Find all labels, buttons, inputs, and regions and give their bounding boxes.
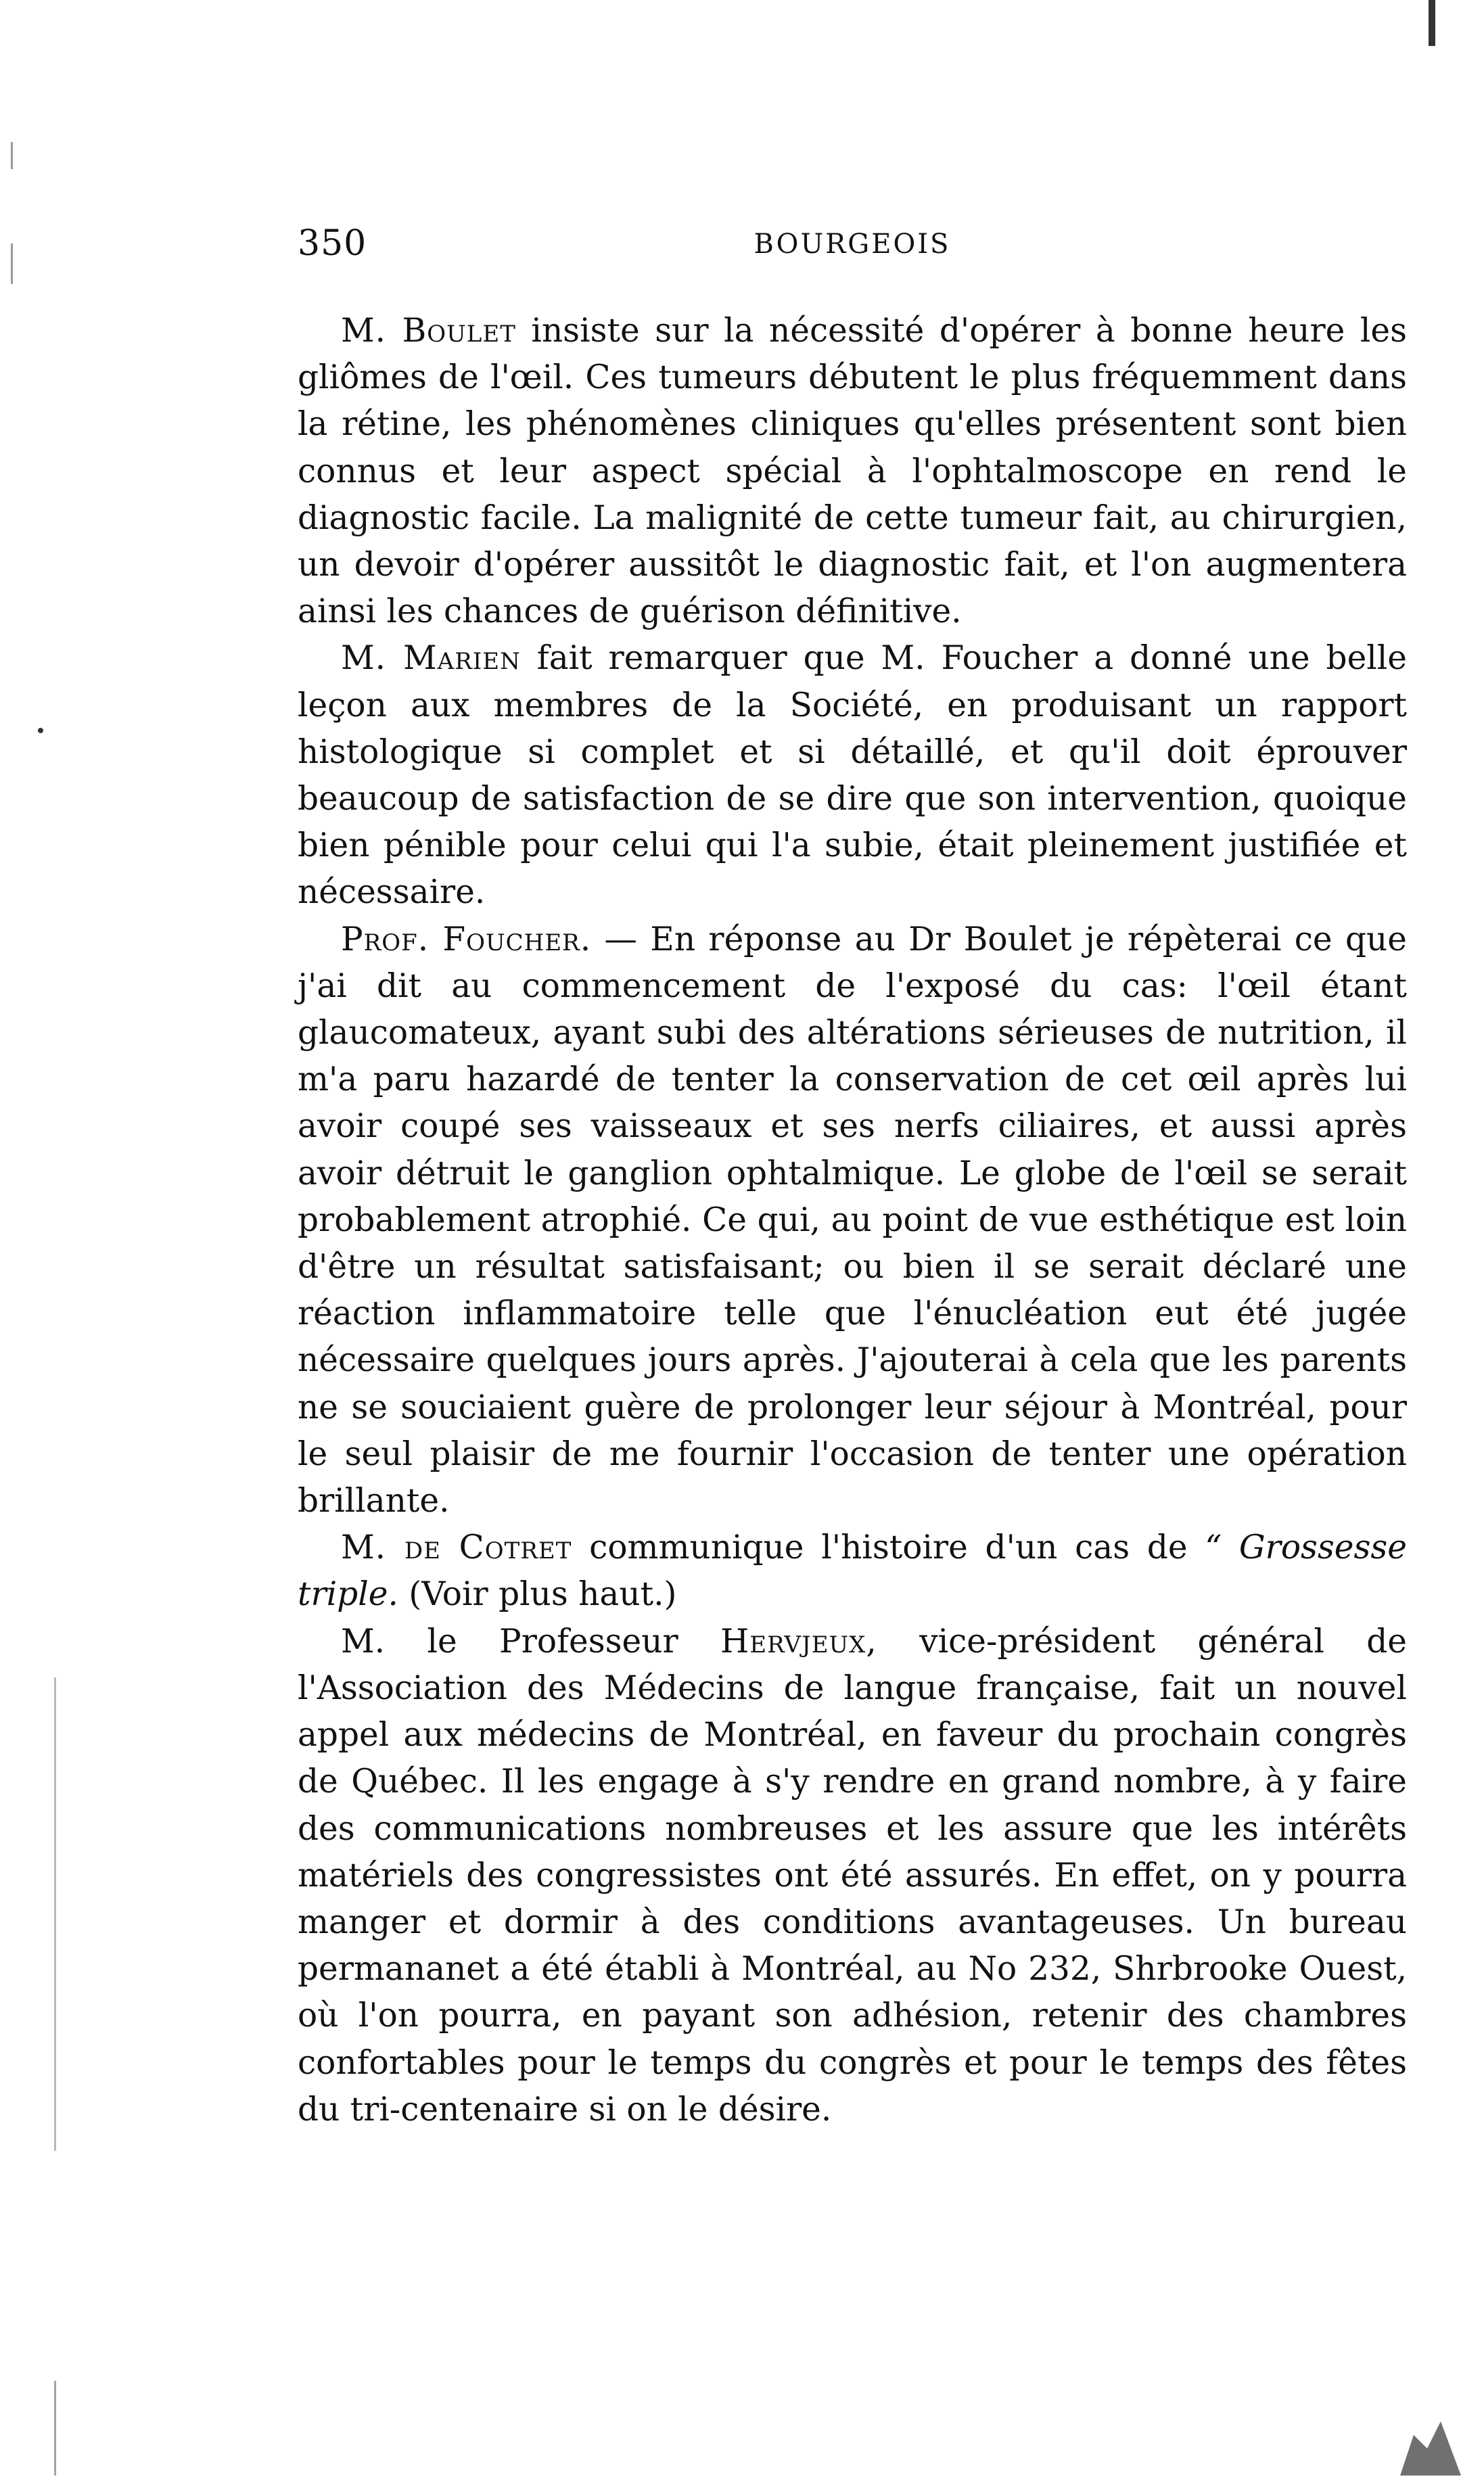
paragraph-text: insiste sur la nécessité d'opérer à bonne heure les gliômes de l'œil. Ces tumeurs débutent le plus fréquemment dans la rétine, les phénomènes cliniques qu'elles présentent sont bien connus et leur aspect spécial à l'ophtalmoscope en rend le diagnostic facile. La malignité de cette tumeur fait, au chirurgien, un devoir d'opérer aussitôt le diagnostic fait, et l'on augmentera ainsi les chances de guérison définitive. (298, 312, 1407, 631)
page-header (298, 223, 1407, 277)
margin-speck (54, 2381, 56, 2476)
running-head: BOURGEOIS (753, 229, 951, 260)
corner-mark (1429, 0, 1435, 46)
paragraph-prefix: M. le Professeur (341, 1622, 721, 1660)
margin-dot (38, 728, 43, 733)
paragraph-de-cotret (298, 1525, 1407, 1618)
speaker-name: Prof. Foucher. (341, 920, 592, 958)
paragraph-text: fait remarquer que M. Foucher a donné une belle leçon aux membres de la Société, en produisant un rapport histologique si complet et si détaillé, et qu'il doit éprouver beaucoup de satisfaction de se dire que son intervention, quoique bien pénible pour celui qui l'a subie, était pleinement justifiée et nécessaire. (298, 639, 1407, 912)
speaker-name: M. Marien (341, 639, 521, 678)
margin-speck (11, 142, 13, 169)
paragraph-text: — En réponse au Dr Boulet je répèterai ce que j'ai dit au commencement de l'exposé du cas: l'œil étant glaucomateux, ayant subi des altérations sérieuses de nutrition, il m'a paru hazardé de tenter la conservation de cet œil après lui avoir coupé ses vaisseaux et ses nerfs ciliaires, et aussi après avoir détruit le ganglion ophtalmique. Le globe de l'œil se serait probablement atrophié. Ce qui, au point de vue esthétique est loin d'être un résultat satisfaisant; ou bien il se serait déclaré une réaction inflammatoire telle que l'énucléation eut été jugée nécessaire quelques jours après. J'ajouterai à cela que les parents ne se souciaient guère de prolonger leur séjour à Montréal, pour le seul plaisir de me fournir l'occasion de tenter une opération brillante. (298, 920, 1407, 1520)
margin-speck (11, 243, 13, 284)
margin-speck (54, 1677, 56, 2151)
paragraph-hervieux (298, 1619, 1407, 2133)
paragraph-marien (298, 635, 1407, 916)
paragraph-text: vice-président général de l'Association des Médecins de langue française, fait un nouvel appel aux médecins de Montréal, en faveur du prochain congrès de Québec. Il les engage à s'y rendre en grand nombre, à y faire des communications nombreuses et les assure que les intérêts matériels des congressistes ont été assurés. En effet, on y pourra manger et dormir à des conditions avantageuses. Un bureau permananet a été établi à Montréal, au No 232, Shrbrooke Ouest, où l'on pourra, en payant son adhésion, retenir des chambres confortables pour le temps du congrès et pour le temps des fêtes du tri-centenaire si on le désire. (298, 1622, 1407, 2129)
body-text (298, 308, 1407, 2133)
speaker-name: M. Boulet (341, 312, 516, 350)
paragraph-boulet (298, 308, 1407, 635)
speaker-name: M. de Cotret (341, 1529, 572, 1567)
italic-title: “ Grossesse triple. (298, 1529, 1407, 1614)
paragraph-text: communique l'histoire d'un cas de (572, 1529, 1205, 1567)
corner-smudge (1400, 2421, 1461, 2476)
page-number: 350 (298, 223, 367, 264)
paragraph-text-after: (Voir plus haut.) (398, 1575, 677, 1614)
speaker-name: Hervjeux, (720, 1622, 877, 1660)
paragraph-foucher (298, 916, 1407, 1525)
